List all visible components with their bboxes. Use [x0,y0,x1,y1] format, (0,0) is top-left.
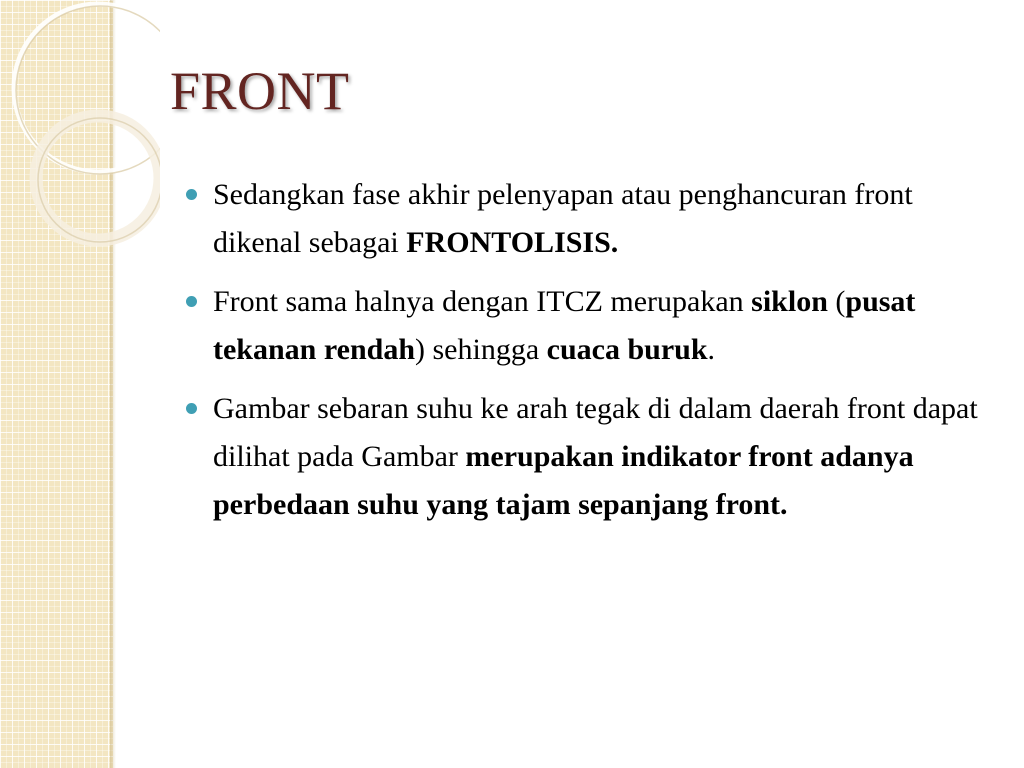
bullet-text: ) sehingga [415,333,547,366]
slide-title: FRONT [170,61,350,121]
bullet-dot-icon [186,189,197,200]
bullet-text-bold: merupakan indikator front adanya perbedaan suhu yang tajam sepanjang front. [213,440,914,521]
decorative-rings-icon [0,0,160,260]
bullet-dot-icon [186,403,197,414]
bullet-text-bold: pusat tekanan rendah [213,285,916,366]
bullet-item [186,278,996,374]
ring-large [14,4,160,172]
bullet-text: . [707,333,716,366]
bullet-item [186,171,996,267]
bullet-text: Sedangkan fase akhir pelenyapan atau penghancuran front dikenal sebagai [213,178,913,259]
bullet-item [186,385,996,529]
bullet-dot-icon [186,296,197,307]
bullet-text: Gambar sebaran suhu ke arah tegak di dalam daerah front dapat dilihat pada Gambar [213,392,978,473]
bullet-text-bold: siklon [751,285,828,318]
bullet-text-bold: FRONTOLISIS. [406,226,619,259]
bullet-text-bold: cuaca buruk [546,333,708,366]
bullet-text: ( [827,285,846,318]
bullet-text: Front sama halnya dengan ITCZ merupakan [213,285,752,318]
bullet-list [186,171,996,540]
